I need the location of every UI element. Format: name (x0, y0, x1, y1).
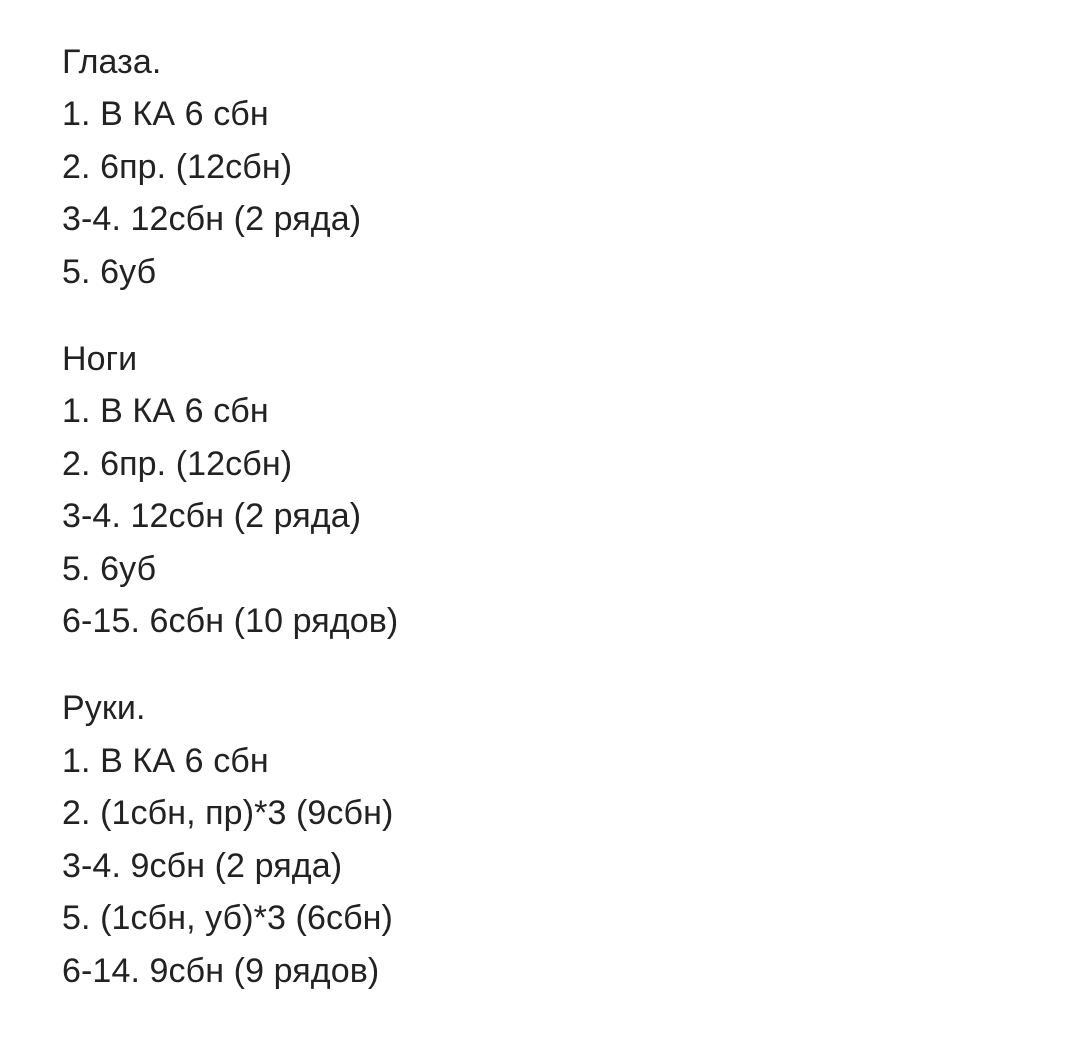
pattern-row: 3-4. 12сбн (2 ряда) (62, 497, 362, 536)
pattern-row: 2. 6пр. (12сбн) (62, 147, 293, 186)
section-arms (62, 682, 1042, 996)
pattern-row: 6-14. 9сбн (9 рядов) (62, 951, 380, 990)
section-title: Глаза. (62, 43, 162, 81)
pattern-row: 3-4. 9сбн (2 ряда) (62, 846, 343, 885)
section-eyes (62, 36, 1042, 298)
pattern-row: 5. (1сбн, уб)*3 (6сбн) (62, 899, 393, 938)
section-title: Ноги (62, 340, 138, 379)
pattern-row: 3-4. 12сбн (2 ряда) (62, 200, 362, 239)
section-legs (62, 333, 1042, 647)
pattern-row: 2. (1сбн, пр)*3 (9сбн) (62, 794, 394, 833)
pattern-note (62, 36, 1042, 1032)
pattern-row: 1. В КА 6 сбн (62, 95, 269, 134)
pattern-row: 6-15. 6сбн (10 рядов) (62, 602, 399, 641)
pattern-row: 5. 6уб (62, 549, 157, 588)
section-title: Руки. (62, 689, 146, 728)
pattern-row: 5. 6уб (62, 252, 157, 291)
pattern-row: 1. В КА 6 сбн (62, 741, 269, 780)
pattern-row: 2. 6пр. (12сбн) (62, 444, 293, 483)
pattern-row: 1. В КА 6 сбн (62, 392, 269, 431)
